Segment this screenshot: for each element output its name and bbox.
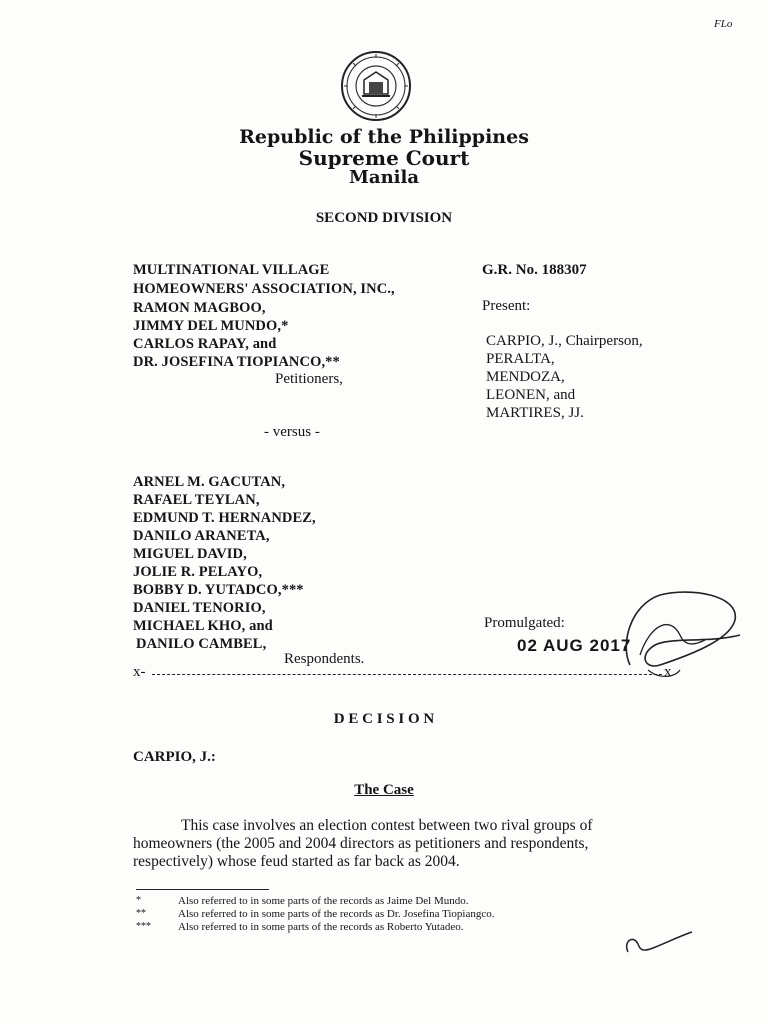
supreme-court-seal-icon [340,50,412,122]
petitioner-line: CARLOS RAPAY, and [133,336,277,352]
petitioners-role: Petitioners, [275,371,343,387]
justice-line: LEONEN, and [486,387,576,403]
footnote-mark: ** [136,908,146,919]
respondent-line: DANILO CAMBEL, [136,636,267,652]
footnote-text: Also referred to in some parts of the records as Jaime Del Mundo. [178,895,469,907]
versus-label: - versus - [264,424,320,440]
footnote-mark: * [136,895,141,906]
respondent-line: DANILO ARANETA, [133,528,270,544]
respondent-line: DANIEL TENORIO, [133,600,266,616]
header-manila: Manila [348,167,419,188]
respondent-line: MICHAEL KHO, and [133,618,273,634]
gr-number: G.R. No. 188307 [482,262,587,278]
respondent-line: RAFAEL TEYLAN, [133,492,260,508]
corner-handwritten-mark: FLo [714,18,733,30]
header-republic: Republic of the Philippines [239,126,529,148]
respondent-line: EDMUND T. HERNANDEZ, [133,510,316,526]
respondents-role: Respondents. [284,651,365,667]
decision-title: D E C I S I O N [333,711,435,727]
respondent-line: BOBBY D. YUTADCO,*** [133,582,304,598]
footnote-text: Also referred to in some parts of the records as Dr. Josefina Tiopiangco. [178,908,495,920]
header-supreme-court: Supreme Court [298,146,470,170]
footnote-text: Also referred to in some parts of the records as Roberto Yutadeo. [178,921,464,933]
division-title: SECOND DIVISION [315,210,453,226]
justice-line: MENDOZA, [486,369,565,385]
petitioner-line: HOMEOWNERS' ASSOCIATION, INC., [133,281,395,297]
justice-line: CARPIO, J., Chairperson, [486,333,643,349]
petitioner-line: JIMMY DEL MUNDO,* [133,318,289,334]
promulgated-label: Promulgated: [484,615,565,631]
ponente: CARPIO, J.: [133,749,216,765]
justice-line: PERALTA, [486,351,555,367]
body-line: respectively) whose feud started as far back as 2004. [133,853,460,870]
respondent-line: MIGUEL DAVID, [133,546,247,562]
separator-end: x [664,664,672,680]
respondent-line: ARNEL M. GACUTAN, [133,474,286,490]
present-label: Present: [482,298,531,314]
body-line: This case involves an election contest between two rival groups of [181,817,593,834]
petitioner-line: RAMON MAGBOO, [133,300,266,316]
petitioner-line: MULTINATIONAL VILLAGE [133,262,330,278]
respondent-line: JOLIE R. PELAYO, [133,564,263,580]
section-heading: The Case [354,782,414,798]
footnote-rule [136,889,269,890]
petitioner-line: DR. JOSEFINA TIOPIANCO,** [133,354,340,370]
promulgated-date-stamp: 02 AUG 2017 [517,636,632,655]
separator-start: x- [133,664,146,680]
footnote-mark: *** [136,921,151,932]
separator-dashes [152,664,662,675]
justice-line: MARTIRES, JJ. [486,405,584,421]
body-line: homeowners (the 2005 and 2004 directors as petitioners and respondents, [133,835,589,852]
initials-scribble-icon [618,922,698,962]
